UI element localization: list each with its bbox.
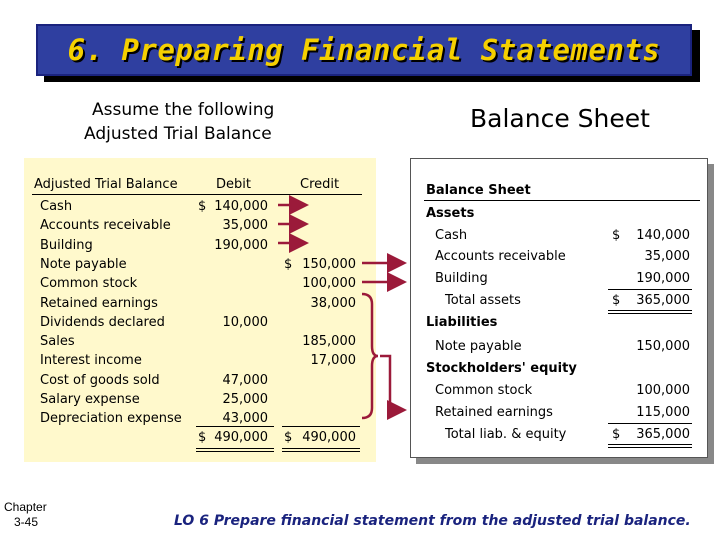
bs-title: Balance Sheet [426, 183, 531, 198]
bs-total-le-double-line [608, 444, 692, 448]
bs-equity-header: Stockholders' equity [426, 361, 577, 376]
bs-retained-label: Retained earnings [435, 405, 553, 420]
tb-row-credit-dollar: $ [284, 256, 293, 272]
bs-total-assets-label: Total assets [445, 293, 521, 308]
bs-liabilities-header: Liabilities [426, 315, 498, 330]
tb-row-debit: 47,000 [222, 372, 268, 388]
tb-row-debit: 35,000 [222, 218, 268, 234]
bs-total-le-label: Total liab. & equity [445, 427, 567, 442]
debit-sum-line [196, 426, 274, 427]
bs-cash-value: 140,000 [636, 228, 690, 243]
credit-total-double-line [282, 448, 360, 452]
tb-row-label: Sales [40, 334, 75, 350]
chapter-text: Chapter [4, 500, 47, 514]
bs-cash-label: Cash [435, 228, 468, 243]
bs-note-value: 150,000 [636, 339, 690, 354]
bs-ar-value: 35,000 [644, 249, 690, 264]
tb-row-label: Common stock [40, 276, 138, 292]
chapter-label [4, 500, 47, 530]
bs-assets-header: Assets [426, 206, 475, 221]
arrow-brace-retained [380, 356, 402, 410]
assume-line-2: Adjusted Trial Balance [84, 124, 272, 144]
total-credit-dollar: $ [284, 430, 293, 445]
total-debit-dollar: $ [198, 430, 207, 445]
tb-row-credit: 100,000 [302, 276, 356, 292]
bs-total-le-value: 365,000 [636, 427, 690, 442]
debit-total-double-line [196, 448, 274, 452]
title-banner [36, 24, 692, 76]
tb-row-debit: 190,000 [214, 237, 268, 253]
bs-total-assets-double-line [608, 310, 692, 314]
tb-row-label: Accounts receivable [40, 218, 171, 234]
tb-row-credit: 38,000 [310, 295, 356, 311]
bs-total-assets-value: 365,000 [636, 293, 690, 308]
tb-row-label: Note payable [40, 256, 127, 272]
bs-cash-dollar: $ [612, 228, 621, 243]
tb-row-debit: 43,000 [222, 411, 268, 427]
tb-row-label: Retained earnings [40, 295, 158, 311]
balance-sheet-heading: Balance Sheet [470, 104, 650, 133]
tb-header-debit: Debit [216, 177, 251, 192]
bs-assets-sum-line [608, 289, 692, 290]
bs-common-value: 100,000 [636, 383, 690, 398]
tb-row-label: Interest income [40, 353, 142, 369]
tb-header-account: Adjusted Trial Balance [34, 177, 178, 192]
tb-row-credit: 150,000 [302, 256, 356, 272]
bs-building-label: Building [435, 271, 488, 286]
bs-le-sum-line [608, 423, 692, 424]
tb-header-credit: Credit [300, 177, 340, 192]
bs-common-label: Common stock [435, 383, 533, 398]
tb-row-debit: 25,000 [222, 392, 268, 407]
total-debit: 490,000 [214, 430, 268, 445]
chapter-number: 3-45 [14, 515, 39, 529]
tb-row-label: Cash [40, 199, 73, 214]
tb-row-credit: 17,000 [310, 353, 356, 369]
tb-row-debit: 140,000 [214, 199, 268, 214]
assume-text [84, 98, 274, 146]
credit-sum-line [282, 426, 360, 427]
tb-header-rule [32, 194, 362, 195]
bs-title-rule [424, 200, 700, 201]
tb-row-debit: 10,000 [222, 314, 268, 330]
tb-row-label: Salary expense [40, 392, 140, 407]
bs-note-label: Note payable [435, 339, 522, 354]
learning-objective: LO 6 Prepare financial statement from the adjusted trial balance. [174, 513, 691, 529]
slide-title: 6. Preparing Financial Statements [67, 33, 661, 67]
tb-row-label: Cost of goods sold [40, 372, 160, 388]
bs-total-assets-dollar: $ [612, 293, 621, 308]
tb-row-label: Building [40, 237, 93, 253]
bs-ar-label: Accounts receivable [435, 249, 566, 264]
total-credit: 490,000 [302, 430, 356, 445]
tb-row-credit: 185,000 [302, 334, 356, 350]
bs-building-value: 190,000 [636, 271, 690, 286]
tb-row-debit-dollar: $ [198, 199, 207, 214]
assume-line-1: Assume the following [92, 100, 275, 120]
bs-retained-value: 115,000 [636, 405, 690, 420]
bs-total-le-dollar: $ [612, 427, 621, 442]
tb-row-label: Dividends declared [40, 314, 165, 330]
tb-row-label: Depreciation expense [40, 411, 182, 427]
